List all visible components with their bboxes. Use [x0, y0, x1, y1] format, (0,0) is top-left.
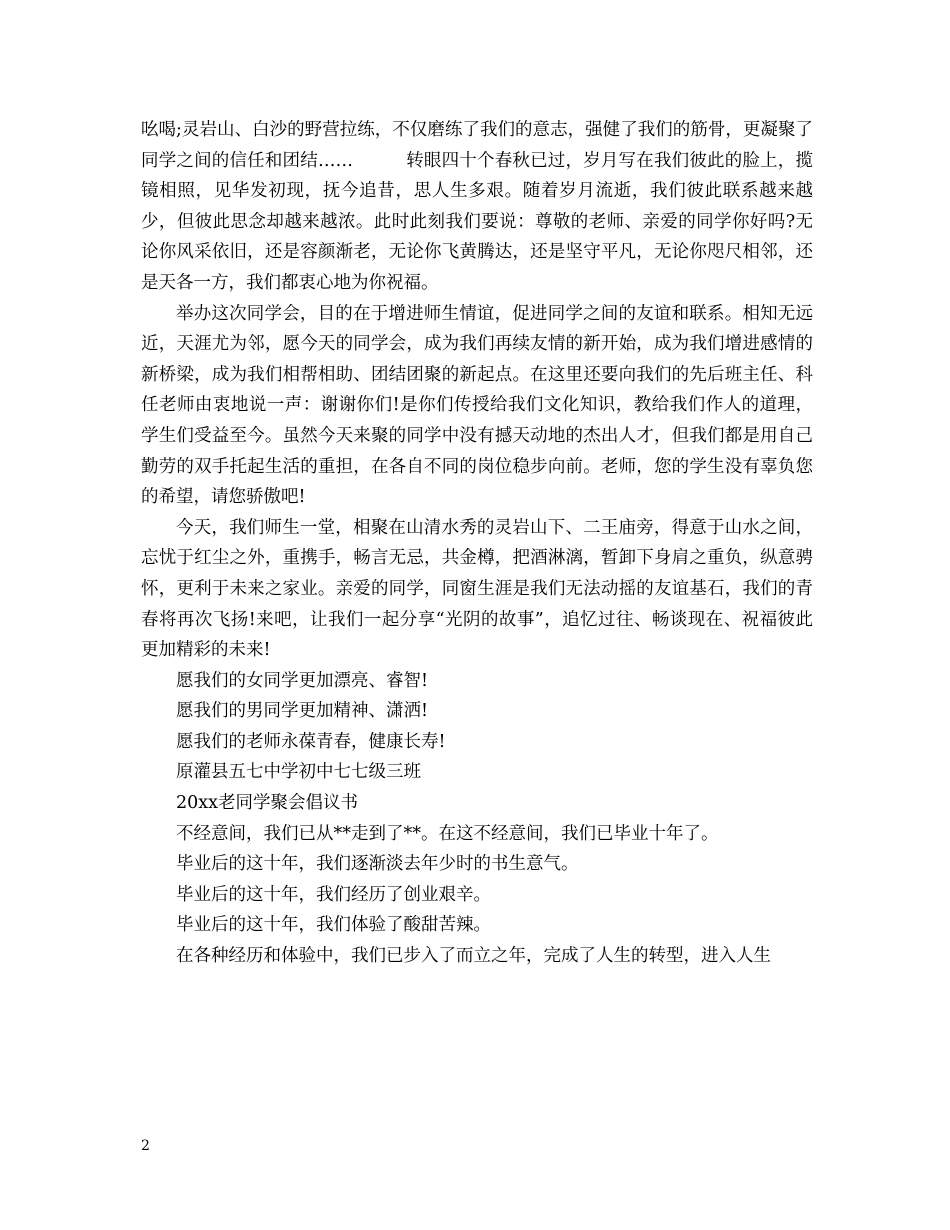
wish-male-classmates: 愿我们的男同学更加精神、潇洒!: [176, 701, 429, 722]
wish-teachers: 愿我们的老师永葆青春，健康长寿!: [176, 731, 446, 752]
document-body: [141, 115, 813, 972]
paragraph-12: 毕业后的这十年，我们体验了酸甜苦辣。: [176, 915, 491, 936]
signature-class: 原灌县五七中学初中七七级三班: [176, 762, 421, 783]
section-title: 20xx老同学聚会倡议书: [176, 793, 359, 814]
page-number: 2: [141, 1138, 150, 1154]
paragraph-2: 举办这次同学会，目的在于增进师生情谊，促进同学之间的友谊和联系。相知无远近，天涯尤为邻，愿今天的同学会，成为我们再续友情的新开始，成为我们增进感情的新桥梁，成为我们相帮相助、团结团聚的新起点。在这里还要向我们的先后班主任、科任老师由衷地说一声：谢谢你们!是你们传授给我们文化知识，教给我们作人的道理，学生们受益至今。虽然今天来聚的同学中没有撼天动地的杰出人才，但我们都是用自己勤劳的双手托起生活的重担，在各自不同的岗位稳步向前。老师，您的学生没有辜负您的希望，请您骄傲吧!: [141, 303, 813, 508]
paragraph-11: 毕业后的这十年，我们经历了创业艰辛。: [176, 884, 491, 905]
wish-female-classmates: 愿我们的女同学更加漂亮、睿智!: [176, 670, 429, 691]
paragraph-9: 不经意间，我们已从**走到了**。在这不经意间，我们已毕业十年了。: [176, 823, 719, 844]
paragraph-1: 吆喝;灵岩山、白沙的野营拉练，不仅磨练了我们的意志，强健了我们的筋骨，更凝聚了同学之间的信任和团结…… 转眼四十个春秋已过，岁月写在我们彼此的脸上，揽镜相照，见华发初现，抚今追昔，思人生多艰。随着岁月流逝，我们彼此联系越来越少，但彼此思念却越来越浓。此时此刻我们要说：尊敬的老师、亲爱的同学你好吗?无论你风采依旧，还是容颜渐老，无论你飞黄腾达，还是坚守平凡，无论你咫尺相邻，还是天各一方，我们都衷心地为你祝福。: [141, 120, 813, 293]
paragraph-3: 今天，我们师生一堂，相聚在山清水秀的灵岩山下、二王庙旁，得意于山水之间，忘忧于红尘之外，重携手，畅言无忌，共金樽，把酒淋漓，暂卸下身肩之重负，纵意骋怀，更利于未来之家业。亲爱的同学，同窗生涯是我们无法动摇的友谊基石，我们的青春将再次飞扬!来吧，让我们一起分享“光阴的故事”，追忆过往、畅谈现在、祝福彼此更加精彩的未来!: [141, 517, 813, 661]
paragraph-10: 毕业后的这十年，我们逐渐淡去年少时的书生意气。: [176, 854, 579, 875]
paragraph-13: 在各种经历和体验中，我们已步入了而立之年，完成了人生的转型，进入人生: [176, 946, 771, 967]
